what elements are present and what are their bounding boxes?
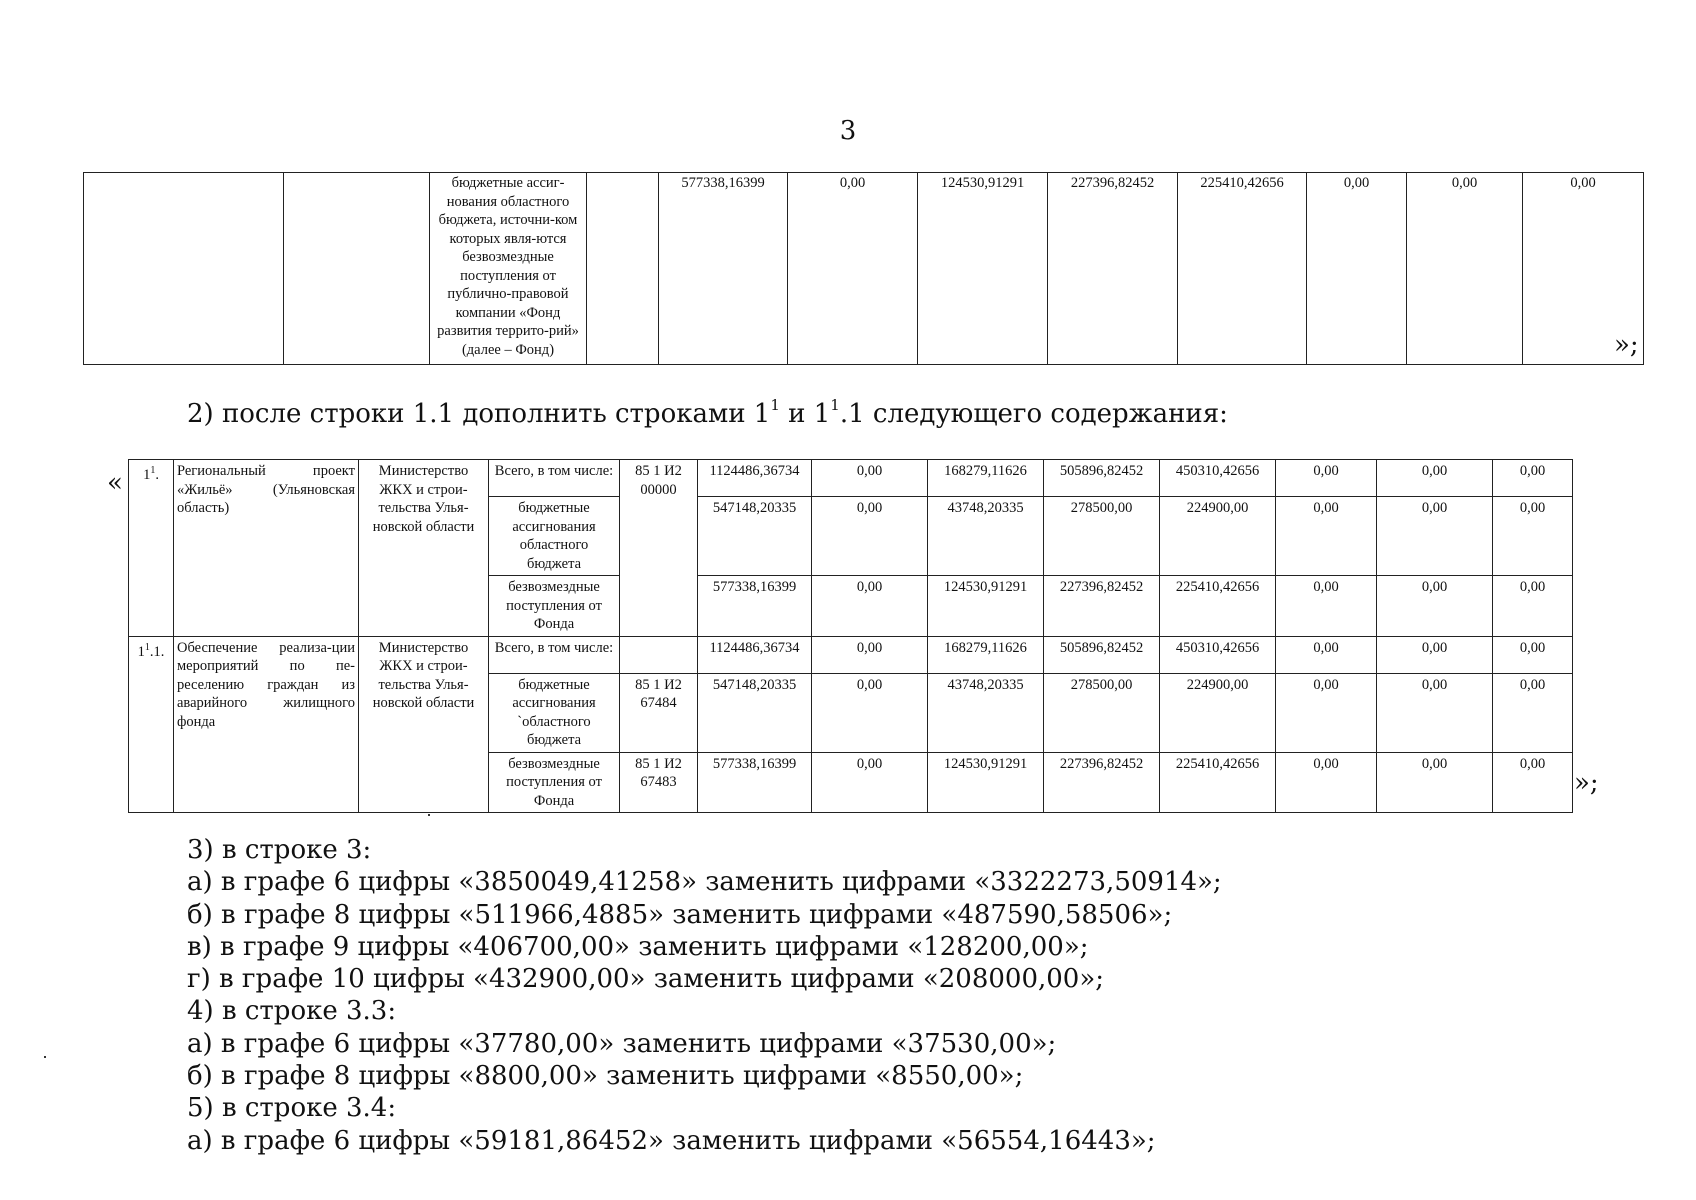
empty-cell <box>84 173 284 365</box>
amendment-line: а) в графе 6 цифры «3850049,41258» заменить цифрами «3322273,50914»; <box>187 867 1222 898</box>
empty-cell <box>587 173 659 365</box>
value-cell: 577338,16399 <box>698 576 812 637</box>
amendment-line: 5) в строке 3.4: <box>187 1093 397 1124</box>
value-cell: 43748,20335 <box>928 673 1044 752</box>
funding-source-cell: безвозмездные поступления от Фонда <box>489 576 620 637</box>
budget-code-cell: 85 1 И2 67483 <box>620 752 698 813</box>
value-cell: 0,00 <box>1377 636 1493 673</box>
value-cell: 0,00 <box>812 673 928 752</box>
value-cell: 278500,00 <box>1044 673 1160 752</box>
value-cell: 124530,91291 <box>928 752 1044 813</box>
value-cell: 0,00 <box>1377 460 1493 497</box>
value-cell: 225410,42656 <box>1178 173 1307 365</box>
value-cell: 0,00 <box>1276 752 1377 813</box>
value-cell: 43748,20335 <box>928 497 1044 576</box>
value-cell: 505896,82452 <box>1044 636 1160 673</box>
value-cell: 0,00 <box>788 173 918 365</box>
value-cell: 0,00 <box>1276 673 1377 752</box>
amendment-line: а) в графе 6 цифры «37780,00» заменить цифрами «37530,00»; <box>187 1028 1057 1059</box>
value-cell: 0,00 <box>1276 636 1377 673</box>
instruction-text: 2) после строки 1.1 дополнить строками $1^1$ и $1^1.1$ следующего содержания: <box>187 396 1228 429</box>
value-cell: 547148,20335 <box>698 497 812 576</box>
amendment-list <box>187 834 1222 1157</box>
value-cell: 0,00 <box>1493 752 1573 813</box>
value-cell: 124530,91291 <box>928 576 1044 637</box>
amendment-line: б) в графе 8 цифры «8800,00» заменить цифрами «8550,00»; <box>187 1061 1024 1092</box>
value-cell: 225410,42656 <box>1160 752 1276 813</box>
value-cell: 0,00 <box>812 636 928 673</box>
value-cell: 0,00 <box>812 576 928 637</box>
amendment-line: 4) в строке 3.3: <box>187 996 397 1027</box>
page-number: 3 <box>839 116 857 146</box>
value-cell: 505896,82452 <box>1044 460 1160 497</box>
value-cell: 227396,82452 <box>1044 576 1160 637</box>
table-row <box>129 460 1573 497</box>
value-cell: 0,00 <box>1493 460 1573 497</box>
value-cell: 0,00 <box>1493 576 1573 637</box>
funding-source-cell: бюджетные ассигнования `областного бюджета <box>489 673 620 752</box>
value-cell: 227396,82452 <box>1044 752 1160 813</box>
value-cell: 0,00 <box>812 752 928 813</box>
inserted-rows-table <box>128 459 1573 813</box>
value-cell: 224900,00 <box>1160 497 1276 576</box>
row-number: $1^1.1$. <box>129 636 174 813</box>
value-cell: 0,00 <box>1377 576 1493 637</box>
value-cell: 0,00 <box>1493 497 1573 576</box>
value-cell: 168279,11626 <box>928 460 1044 497</box>
value-cell: 450310,42656 <box>1160 460 1276 497</box>
opening-quote-mark: « <box>107 468 123 498</box>
value-cell: 0,00 <box>1276 460 1377 497</box>
funding-source-cell: бюджетные ассигнования областного бюджета <box>489 497 620 576</box>
value-cell: 0,00 <box>1307 173 1407 365</box>
value-cell: 0,00 <box>1407 173 1523 365</box>
table-row <box>84 173 1644 365</box>
value-cell: 0,00 <box>1493 636 1573 673</box>
amendment-line: а) в графе 6 цифры «59181,86452» заменить цифрами «56554,16443»; <box>187 1125 1156 1156</box>
funding-source-cell: Всего, в том числе: <box>489 460 620 497</box>
value-cell: 0,00 <box>1377 752 1493 813</box>
amendment-line: г) в графе 10 цифры «432900,00» заменить цифрами «208000,00»; <box>187 964 1105 995</box>
value-cell: 124530,91291 <box>918 173 1048 365</box>
funding-source-cell: бюджетные ассиг-нования областного бюджета, источни-ком которых явля-ются безвозмездные поступления от публично-правовой компании «Фонд развития террито-рий» (далее – Фонд) <box>430 173 587 365</box>
value-cell: 1124486,36734 <box>698 460 812 497</box>
row-number: $1^1$. <box>129 460 174 637</box>
scan-speck <box>44 1056 46 1058</box>
value-cell: 225410,42656 <box>1160 576 1276 637</box>
budget-code-cell: 85 1 И2 67484 <box>620 673 698 752</box>
value-cell: 547148,20335 <box>698 673 812 752</box>
scan-speck <box>428 814 430 816</box>
value-cell: 227396,82452 <box>1048 173 1178 365</box>
value-cell: 224900,00 <box>1160 673 1276 752</box>
row-executor: Министерство ЖКХ и строи-тельства Улья-новской области <box>359 460 489 637</box>
value-cell: 278500,00 <box>1044 497 1160 576</box>
value-cell: 577338,16399 <box>698 752 812 813</box>
row-name: Обеспечение реализа-ции мероприятий по пе-реселению граждан из аварийного жилищного фонда <box>174 636 359 813</box>
value-cell: 0,00 <box>1276 497 1377 576</box>
amendment-line: 3) в строке 3: <box>187 835 372 865</box>
empty-cell <box>284 173 430 365</box>
funding-source-cell: Всего, в том числе: <box>489 636 620 673</box>
row-name: Региональный проект «Жильё» (Ульяновская область) <box>174 460 359 637</box>
value-cell: 0,00 <box>1493 673 1573 752</box>
value-cell: 0,00 <box>812 460 928 497</box>
amendment-line: б) в графе 8 цифры «511966,4885» заменить цифрами «487590,58506»; <box>187 899 1173 930</box>
value-cell: 1124486,36734 <box>698 636 812 673</box>
budget-code-cell <box>620 636 698 673</box>
value-cell: 0,00 <box>812 497 928 576</box>
value-cell: 577338,16399 <box>659 173 788 365</box>
value-cell: 168279,11626 <box>928 636 1044 673</box>
closing-quote-mark: »; <box>1614 330 1639 360</box>
table-row <box>129 636 1573 673</box>
row-executor: Министерство ЖКХ и строи-тельства Улья-новской области <box>359 636 489 813</box>
value-cell: 0,00 <box>1377 497 1493 576</box>
value-cell: 0,00 <box>1523 173 1644 365</box>
budget-code-cell: 85 1 И2 00000 <box>620 460 698 637</box>
continuation-table <box>83 172 1644 365</box>
value-cell: 450310,42656 <box>1160 636 1276 673</box>
value-cell: 0,00 <box>1276 576 1377 637</box>
amendment-line: в) в графе 9 цифры «406700,00» заменить цифрами «128200,00»; <box>187 931 1089 962</box>
closing-quote-mark: »; <box>1574 768 1599 798</box>
funding-source-cell: безвозмездные поступления от Фонда <box>489 752 620 813</box>
value-cell: 0,00 <box>1377 673 1493 752</box>
